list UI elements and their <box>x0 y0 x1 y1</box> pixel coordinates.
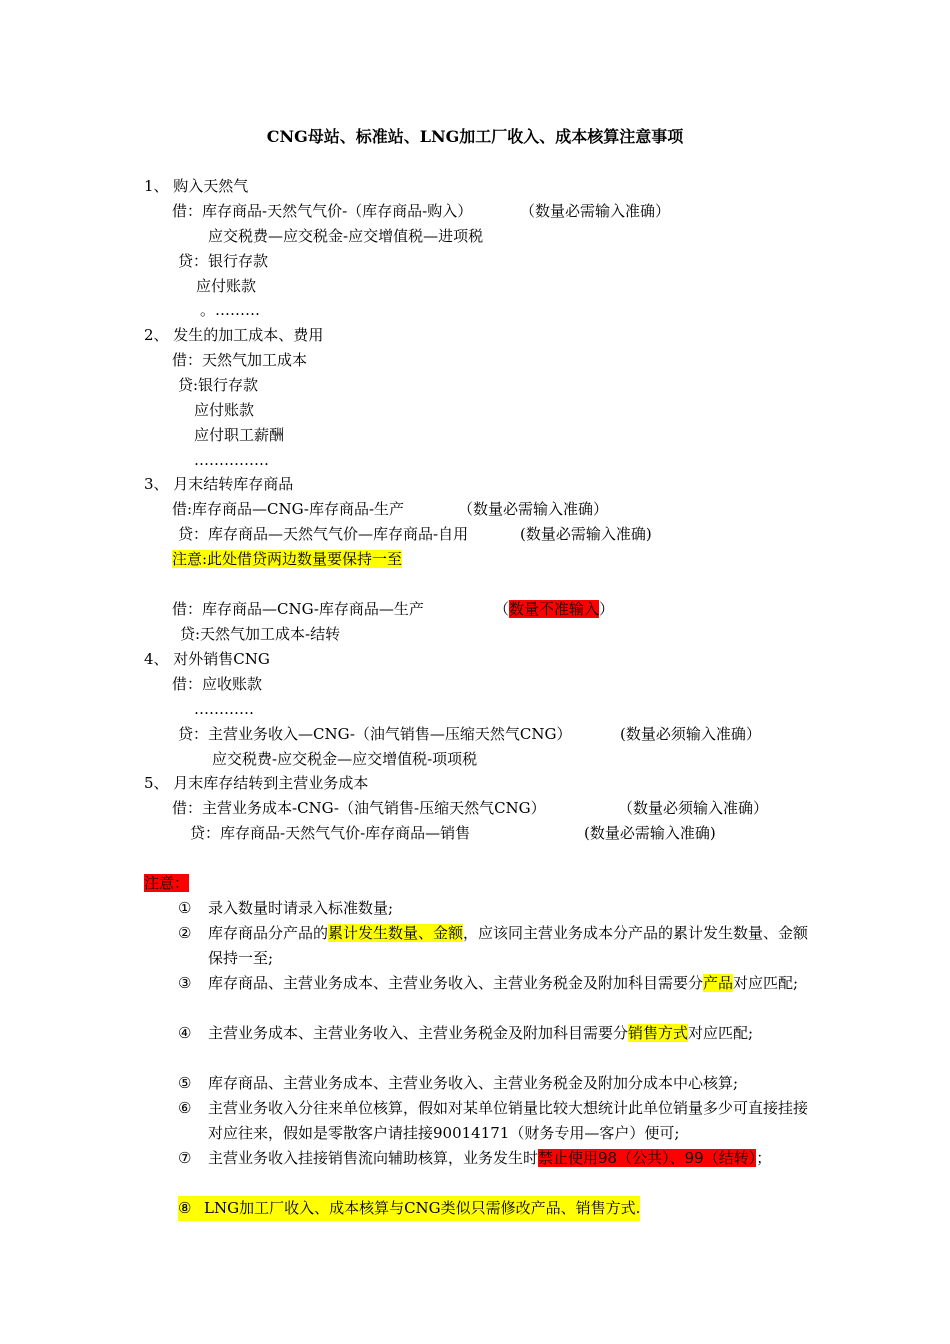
s5-debit-line: 借：主营业务成本-CNG-（油气销售-压缩天然气CNG） <box>172 799 546 817</box>
s3-debit-note-2: （数量不准输入） <box>494 600 615 618</box>
note-item-8: ⑧ LNG加工厂收入、成本核算与CNG类似只需修改产品、销售方式. <box>178 1196 818 1221</box>
note-item-4: ④ 主营业务成本、主营业务收入、主营业务税金及附加科目需要分销售方式对应匹配; <box>178 1024 754 1042</box>
s1-ellipsis: 。……… <box>200 301 261 319</box>
s2-debit-line: 借：天然气加工成本 <box>172 351 308 369</box>
note-item-6: ⑥ 主营业务收入分往来单位核算，假如对某单位销量比较大想统计此单位销量多少可直接挂接对应往来，假如是零散客户请挂接90014171（财务专用—客户）便可; <box>178 1099 809 1142</box>
s2-payable-line: 应付账款 <box>194 401 255 419</box>
note-item-5: ⑤ 库存商品、主营业务成本、主营业务收入、主营业务税金及附加分成本中心核算; <box>178 1074 739 1092</box>
s1-payable-line: 应付账款 <box>196 277 257 295</box>
no-input-warning: 数量不准输入 <box>509 600 600 618</box>
s3-credit-line-2: 贷:天然气加工成本-结转 <box>180 625 341 643</box>
s1-credit-line: 贷：银行存款 <box>178 252 269 270</box>
s3-debit-note: （数量必需输入准确） <box>458 500 609 518</box>
s5-credit-note: (数量必需输入准确) <box>584 824 716 842</box>
s3-warning-text: 注意:此处借贷两边数量要保持一至 <box>172 550 403 568</box>
s1-debit-note: （数量必需输入准确） <box>520 202 671 220</box>
s1-debit-line: 借：库存商品-天然气气价-（库存商品-购入） <box>172 202 473 220</box>
section-5-heading: 5、 月末库存结转到主营业务成本 <box>144 774 369 792</box>
note-item-2: ② 库存商品分产品的累计发生数量、金额，应该同主营业务成本分产品的累计发生数量、金额保持一至; <box>178 924 809 967</box>
s4-credit-note: (数量必须输入准确） <box>620 725 761 743</box>
s3-debit-line-2: 借：库存商品—CNG-库存商品—生产 <box>172 600 424 618</box>
section-3-heading: 3、 月末结转库存商品 <box>144 475 294 493</box>
section-1-heading: 1、 购入天然气 <box>144 177 249 195</box>
note-item-7: ⑦ 主营业务收入挂接销售流向辅助核算，业务发生时禁止使用98（公共）、99（结转）； <box>178 1149 772 1167</box>
page-title: CNG母站、标准站、LNG加工厂收入、成本核算注意事项 <box>266 127 684 146</box>
s3-warning <box>172 549 402 569</box>
note-item-1: ① 录入数量时请录入标准数量; <box>178 899 394 917</box>
s2-ellipsis: …………… <box>194 451 269 469</box>
s3-credit-line: 贷：库存商品—天然气气价—库存商品-自用 <box>178 525 469 543</box>
note-item-3: ③ 库存商品、主营业务成本、主营业务收入、主营业务税金及附加科目需要分产品对应匹配; <box>178 974 799 992</box>
s4-credit-line: 贷：主营业务收入—CNG-（油气销售—压缩天然气CNG） <box>178 725 572 743</box>
notes-label: 注意： <box>144 874 190 892</box>
s2-credit-line: 贷:银行存款 <box>178 376 259 394</box>
s2-salary-line: 应付职工薪酬 <box>194 426 285 444</box>
s4-debit-line: 借：应收账款 <box>172 675 263 693</box>
s4-ellipsis: ………… <box>194 700 254 718</box>
s3-debit-line: 借:库存商品—CNG-库存商品-生产 <box>172 500 405 518</box>
s5-debit-note: （数量必须输入准确） <box>618 799 769 817</box>
s3-credit-note: (数量必需输入准确) <box>520 525 652 543</box>
section-4-heading: 4、 对外销售CNG <box>144 650 270 668</box>
s5-credit-line: 贷：库存商品-天然气气价-库存商品—销售 <box>190 824 471 842</box>
s4-tax-line: 应交税费-应交税金—应交增值税-项项税 <box>212 750 478 768</box>
section-2-heading: 2、 发生的加工成本、费用 <box>144 326 324 344</box>
s1-tax-line: 应交税费—应交税金-应交增值税—进项税 <box>208 227 484 245</box>
